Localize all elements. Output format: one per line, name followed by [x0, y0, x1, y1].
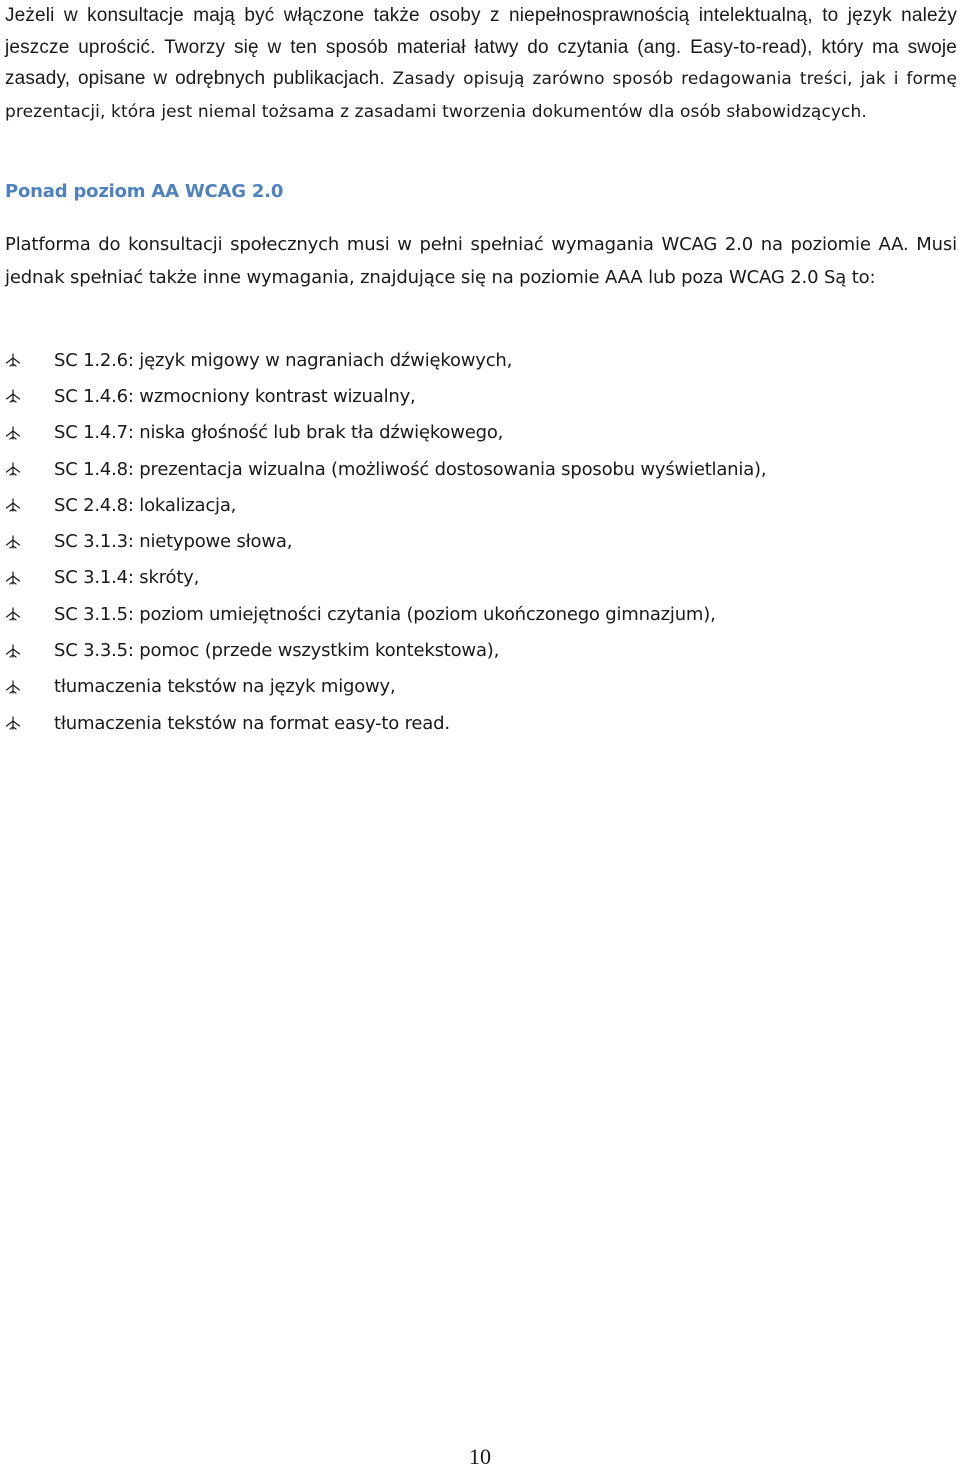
- airplane-icon: [5, 535, 54, 549]
- list-item: [5, 560, 957, 596]
- list-item: [5, 669, 957, 705]
- airplane-icon: [5, 716, 54, 730]
- airplane-icon: [5, 389, 54, 403]
- intro-paragraph-lead: Jeżeli w konsultacje mają być włączone także osoby z niepełnosprawnością intelektualną, to język należy jeszcze uprościć. Tworzy się w ten sposób materiał łatwy do czytania (ang. Easy-to-read), który ma swoje zasady, opisane w odrębnych publikacjach.: [5, 5, 957, 89]
- page-number: 10: [469, 1444, 491, 1469]
- list-item: [5, 342, 957, 378]
- list-item-text: SC 1.4.8: prezentacja wizualna (możliwość dostosowania sposobu wyświetlania),: [54, 458, 767, 480]
- intro-paragraph: [5, 0, 957, 128]
- list-item: [5, 523, 957, 559]
- list-item: [5, 705, 957, 741]
- airplane-icon: [5, 607, 54, 621]
- list-item-text: SC 3.1.3: nietypowe słowa,: [54, 531, 293, 553]
- list-item: [5, 632, 957, 668]
- list-item: [5, 487, 957, 523]
- list-item-text: SC 1.2.6: język migowy w nagraniach dźwiękowych,: [54, 349, 513, 371]
- list-item-text: SC 1.4.6: wzmocniony kontrast wizualny,: [54, 385, 416, 407]
- list-item: [5, 596, 957, 632]
- list-item-text: tłumaczenia tekstów na język migowy,: [54, 676, 396, 698]
- list-item-text: SC 3.1.5: poziom umiejętności czytania (poziom ukończonego gimnazjum),: [54, 603, 716, 625]
- list-item: [5, 451, 957, 487]
- list-item: [5, 415, 957, 451]
- list-item-text: SC 1.4.7: niska głośność lub brak tła dźwiękowego,: [54, 422, 504, 444]
- requirements-list: [5, 342, 957, 741]
- airplane-icon: [5, 498, 54, 512]
- airplane-icon: [5, 571, 54, 585]
- list-item-text: SC 3.3.5: pomoc (przede wszystkim kontekstowa),: [54, 640, 500, 662]
- intro-paragraph-rest: Zasady opisują zarówno sposób redagowania treści, jak i formę prezentacji, która jest niemal tożsama z zasadami tworzenia dokumentów dla osób słabowidzących.: [5, 69, 958, 122]
- document-page: [5, 0, 958, 734]
- list-item-text: SC 3.1.4: skróty,: [54, 567, 200, 589]
- list-item-text: tłumaczenia tekstów na format easy-to read.: [54, 712, 450, 734]
- airplane-icon: [5, 353, 54, 367]
- requirements-paragraph: Platforma do konsultacji społecznych musi w pełni spełniać wymagania WCAG 2.0 na poziomie AA. Musi jednak spełniać także inne wymagania, znajdujące się na poziomie AAA lub poza WCAG 2.0 Są to:: [5, 234, 957, 288]
- section-heading: Ponad poziom AA WCAG 2.0: [5, 181, 284, 202]
- airplane-icon: [5, 462, 54, 476]
- list-item: [5, 378, 957, 414]
- airplane-icon: [5, 426, 54, 440]
- list-item-text: SC 2.4.8: lokalizacja,: [54, 494, 237, 516]
- airplane-icon: [5, 644, 54, 658]
- airplane-icon: [5, 680, 54, 694]
